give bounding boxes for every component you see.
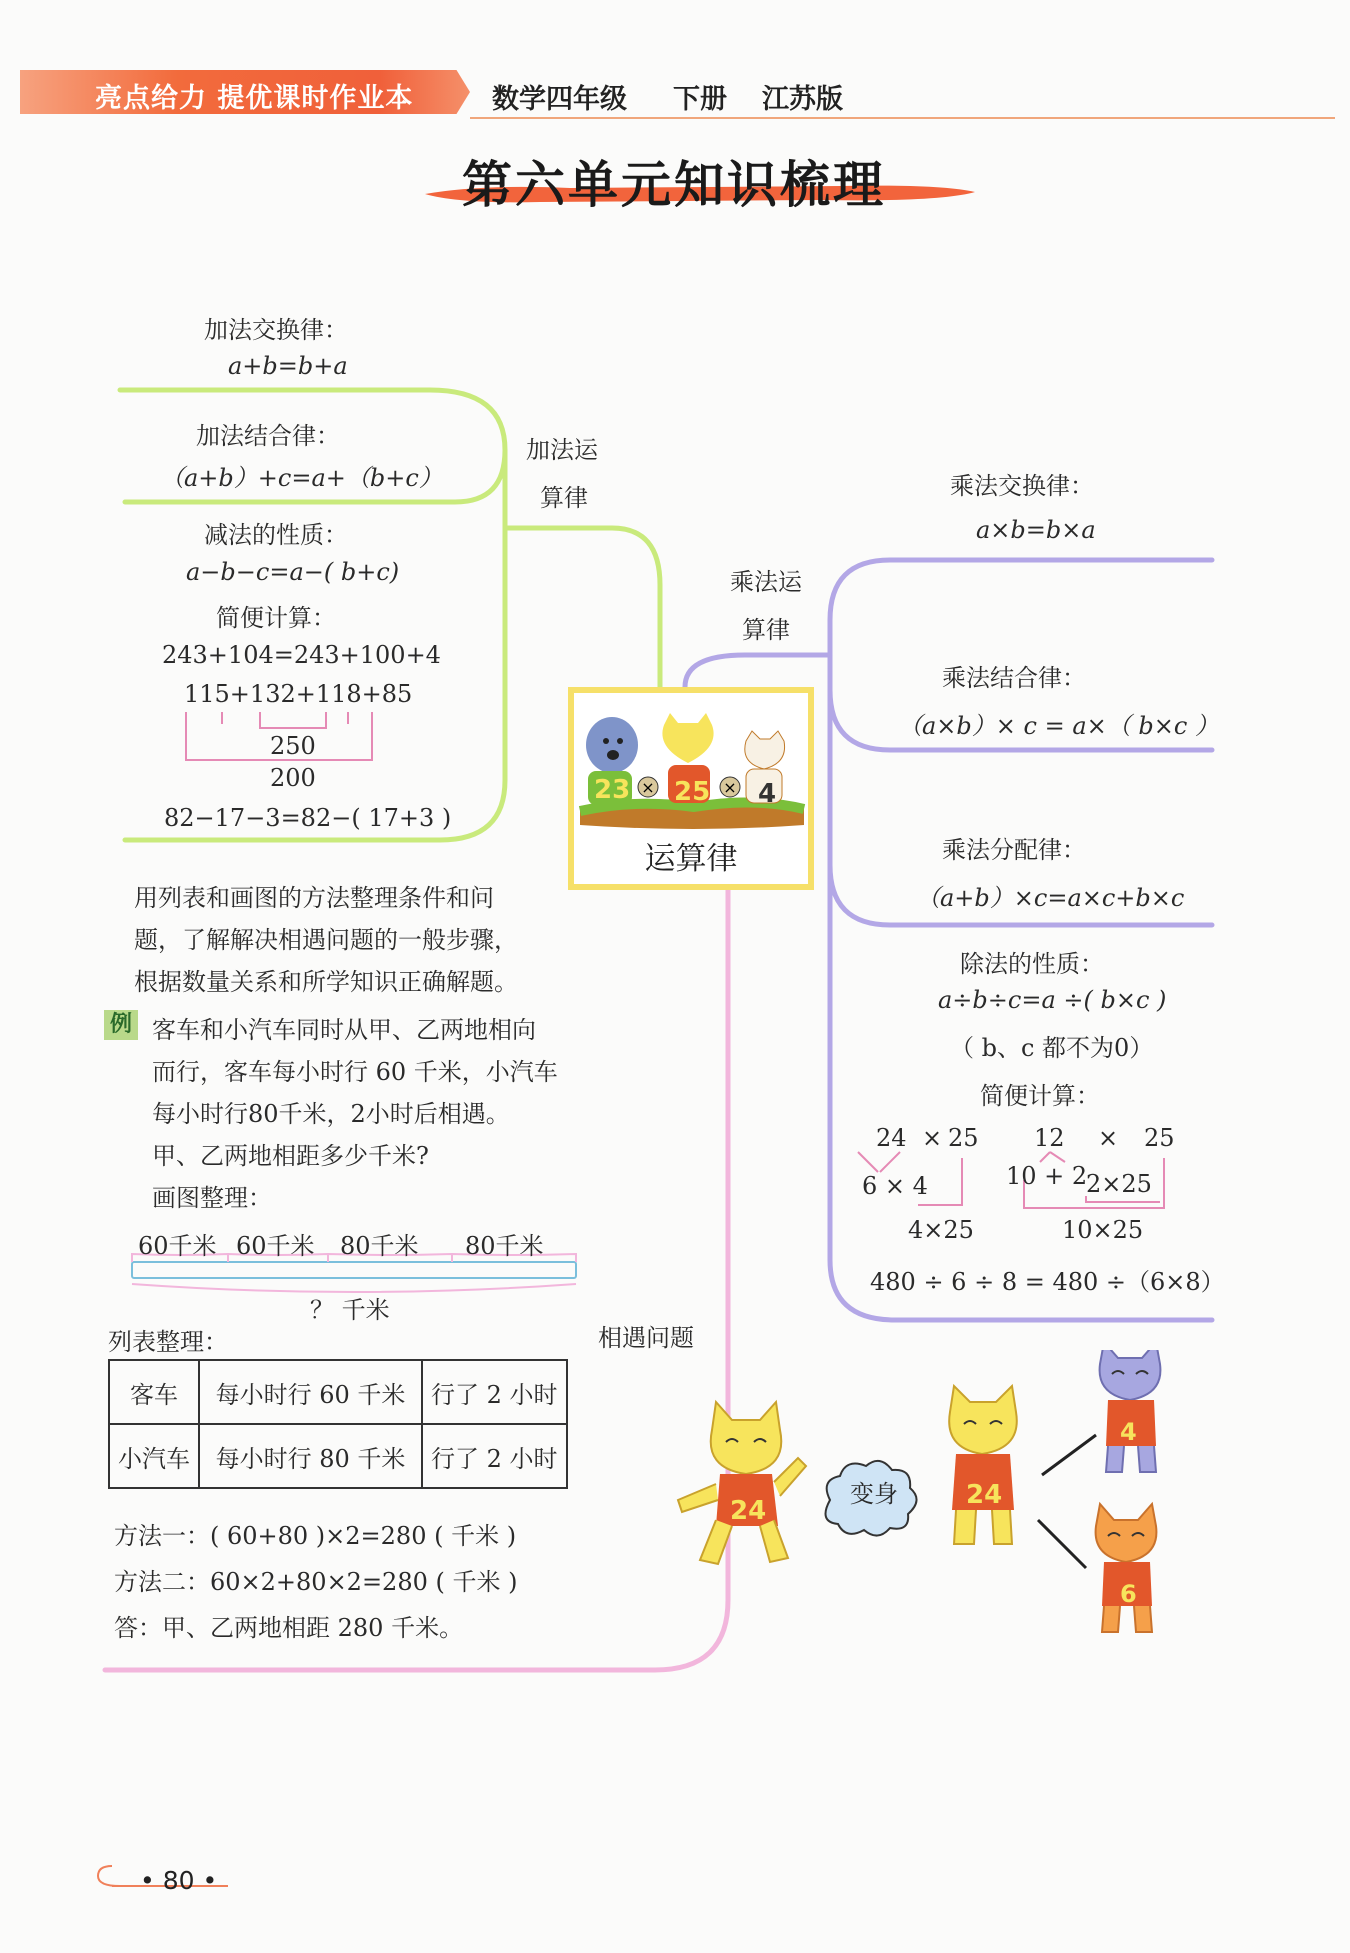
header-volume: 下册	[673, 84, 727, 115]
calc-a-times: ×	[922, 1124, 943, 1152]
example-line-3: 每小时行80千米，2小时后相遇。	[152, 1100, 510, 1128]
meeting-branch-label: 相遇问题	[598, 1324, 694, 1352]
table-row	[109, 1360, 567, 1424]
multiplication-associative-title: 乘法结合律：	[942, 664, 1086, 692]
page-number: • 80 •	[140, 1866, 218, 1895]
example-line-2: 而行，客车每小时行 60 千米，小汽车	[152, 1058, 558, 1086]
cat-middle-number: 24	[966, 1480, 1003, 1510]
meeting-intro-line-3: 根据数量关系和所学知识正确解题。	[134, 968, 518, 996]
division-title: 除法的性质：	[960, 950, 1104, 978]
header-series: 亮点给力 提优课时作业本	[95, 83, 414, 114]
addition-calc-1: 243+104=243+100+4	[162, 641, 441, 669]
addition-associative-title: 加法结合律：	[196, 422, 340, 450]
diagram-label-1: 60千米	[138, 1232, 217, 1260]
meeting-intro-line-2: 题，了解解决相遇问题的一般步骤，	[134, 926, 518, 954]
calc-b-part: 2×25	[1086, 1170, 1152, 1198]
diagram-label-2: 60千米	[236, 1232, 315, 1260]
diagram-question: ？ 千米	[310, 1296, 390, 1324]
meeting-intro-line-1: 用列表和画图的方法整理条件和问	[134, 884, 494, 912]
calc-b-top-right: 25	[1144, 1124, 1175, 1152]
center-number-25: 25	[674, 777, 711, 807]
diagram-label-3: 80千米	[340, 1232, 419, 1260]
calc-a-split: 6 × 4	[862, 1172, 928, 1200]
table-cell: 客车	[109, 1360, 199, 1424]
division-note: （ b、c 都不为0）	[950, 1034, 1154, 1062]
table-row	[109, 1424, 567, 1488]
multiplication-simple-calc-title: 简便计算：	[980, 1082, 1100, 1110]
calc-a-top-left: 24	[876, 1124, 907, 1152]
table-cell: 小汽车	[109, 1424, 199, 1488]
center-number-23: 23	[594, 775, 631, 805]
cat-bottom-number: 6	[1120, 1580, 1137, 1608]
table-cell: 行了 2 小时	[422, 1424, 567, 1488]
method-2: 方法二：60×2+80×2=280 ( 千米 )	[114, 1568, 518, 1596]
center-characters-illustration	[574, 707, 808, 837]
addition-branch-label-2: 算律	[540, 484, 588, 512]
table-title: 列表整理：	[108, 1328, 228, 1356]
page-title: 第六单元知识梳理	[462, 156, 886, 214]
cat-main-number: 24	[730, 1496, 767, 1526]
calc-b-top-left: 12	[1034, 1124, 1065, 1152]
header-book: 数学四年级	[492, 84, 627, 115]
center-number-4: 4	[758, 779, 777, 809]
table-cell: 每小时行 60 千米	[199, 1360, 422, 1424]
meeting-table	[108, 1359, 568, 1489]
addition-calc-2-inner: 250	[270, 732, 316, 760]
transform-cloud-label: 变身	[850, 1480, 898, 1508]
distributive-formula: （a+b）×c=a×c+b×c	[916, 884, 1185, 912]
addition-simple-calc-title: 简便计算：	[216, 604, 336, 632]
answer: 答：甲、乙两地相距 280 千米。	[114, 1614, 464, 1642]
addition-calc-3: 82−17−3=82−( 17+3 )	[164, 804, 452, 832]
multiplication-commutative-title: 乘法交换律：	[950, 472, 1094, 500]
subtraction-formula: a−b−c=a−( b+c)	[186, 558, 400, 586]
addition-calc-2-outer: 200	[270, 764, 316, 792]
multiplication-associative-formula: （a×b）× c = a×（ b×c ）	[898, 712, 1219, 740]
header-edition: 江苏版	[762, 84, 843, 115]
subtraction-title: 减法的性质：	[204, 521, 348, 549]
division-formula: a÷b÷c=a ÷( b×c )	[938, 986, 1167, 1014]
calc-b-result: 10×25	[1062, 1216, 1144, 1244]
multiplication-branch-label-1: 乘法运	[730, 568, 802, 596]
example-badge: 例	[104, 1010, 138, 1040]
addition-associative-formula: （a+b）+c=a+（b+c）	[160, 464, 443, 492]
table-cell: 行了 2 小时	[422, 1360, 567, 1424]
svg-text:×: ×	[641, 778, 655, 797]
center-topic-label: 运算律	[644, 841, 738, 877]
cats-transform-illustration	[660, 1350, 1180, 1640]
method-1: 方法一：( 60+80 )×2=280 ( 千米 )	[114, 1522, 517, 1550]
calc-c: 480 ÷ 6 ÷ 8 = 480 ÷（6×8）	[870, 1268, 1225, 1296]
diagram-title: 画图整理：	[152, 1184, 272, 1212]
multiplication-commutative-formula: a×b=b×a	[976, 516, 1096, 544]
calc-b-times: ×	[1098, 1124, 1119, 1152]
addition-commutative-title: 加法交换律：	[204, 316, 348, 344]
addition-branch-label-1: 加法运	[526, 436, 598, 464]
cat-top-number: 4	[1120, 1418, 1137, 1446]
distributive-title: 乘法分配律：	[942, 836, 1086, 864]
table-cell: 每小时行 80 千米	[199, 1424, 422, 1488]
addition-commutative-formula: a+b=b+a	[228, 352, 348, 380]
example-line-4: 甲、乙两地相距多少千米?	[152, 1142, 429, 1170]
calc-a-top-right: 25	[948, 1124, 979, 1152]
example-line-1: 客车和小汽车同时从甲、乙两地相向	[152, 1016, 536, 1044]
calc-b-split: 10 + 2	[1006, 1162, 1088, 1190]
multiplication-branch-label-2: 算律	[742, 616, 790, 644]
diagram-label-4: 80千米	[465, 1232, 544, 1260]
addition-calc-2: 115+132+118+85	[184, 680, 413, 708]
calc-a-result: 4×25	[908, 1216, 974, 1244]
svg-text:×: ×	[723, 778, 737, 797]
